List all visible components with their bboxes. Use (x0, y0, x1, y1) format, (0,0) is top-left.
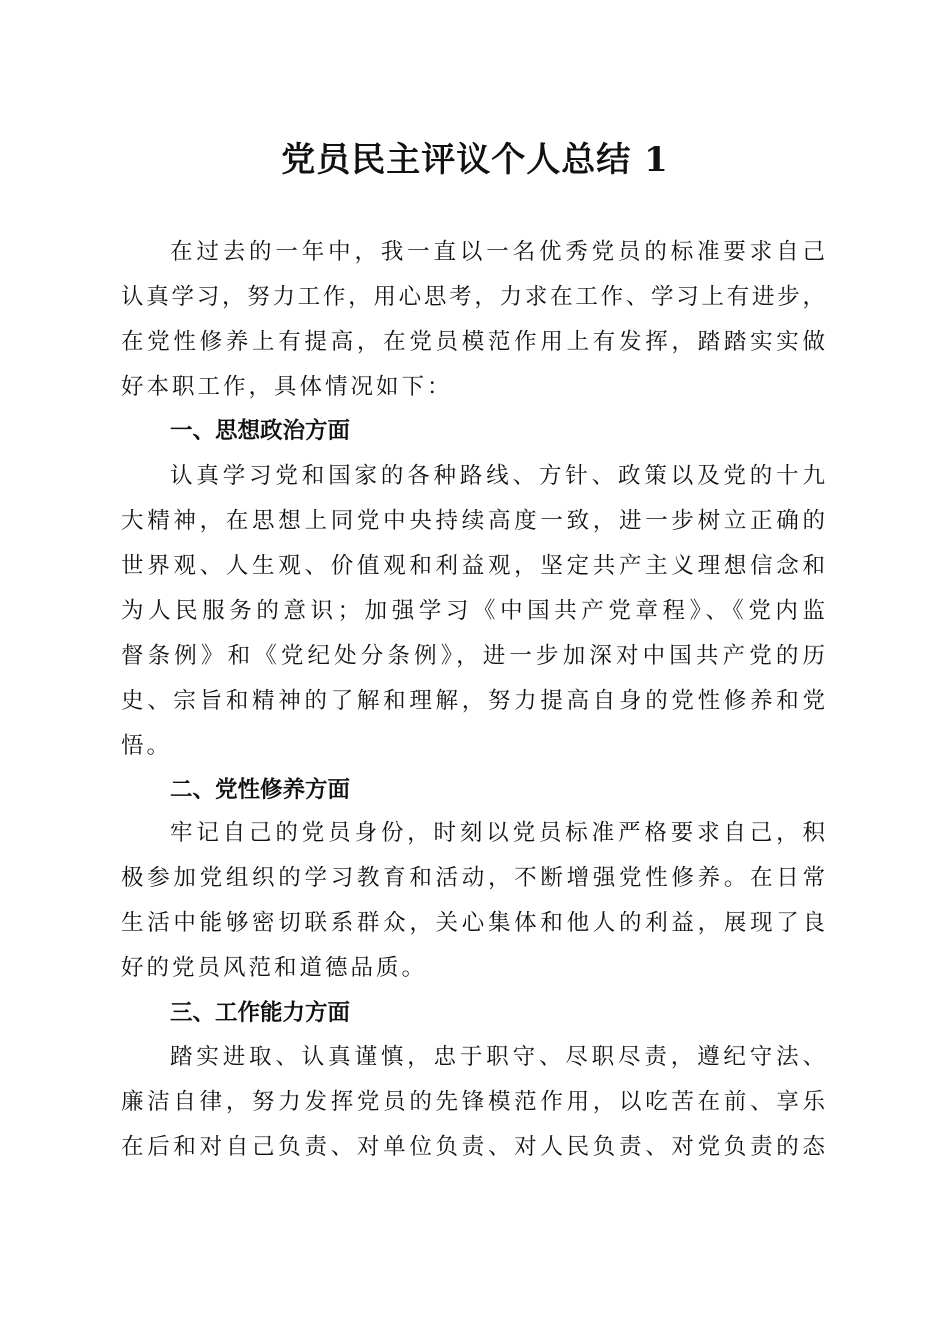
paragraph-line: 世界观、人生观、价值观和利益观，坚定共产主义理想信念和 (121, 553, 825, 579)
paragraph-line: 在后和对自己负责、对单位负责、对人民负责、对党负责的态 (121, 1134, 825, 1160)
paragraph-line: 悟。 (121, 733, 173, 759)
page-title: 党员民主评议个人总结 1 (281, 140, 669, 180)
paragraph-line: 为人民服务的意识；加强学习《中国共产党章程》、《党内监 (121, 598, 825, 624)
paragraph-line: 好本职工作，具体情况如下： (121, 374, 453, 400)
section-heading-party-spirit: 二、党性修养方面 (170, 777, 351, 803)
paragraph-line: 大精神，在思想上同党中央持续高度一致，进一步树立正确的 (121, 508, 825, 534)
paragraph-line: 认真学习，努力工作，用心思考，力求在工作、学习上有进步， (121, 284, 825, 310)
paragraph-line: 极参加党组织的学习教育和活动，不断增强党性修养。在日常 (121, 865, 825, 891)
paragraph-line: 生活中能够密切联系群众，关心集体和他人的利益，展现了良 (121, 910, 825, 936)
paragraph-line: 认真学习党和国家的各种路线、方针、政策以及党的十九 (170, 463, 825, 489)
paragraph-line: 好的党员风范和道德品质。 (121, 955, 428, 981)
section-heading-ideology: 一、思想政治方面 (170, 418, 351, 444)
paragraph-line: 督条例》和《党纪处分条例》，进一步加深对中国共产党的历 (121, 643, 825, 669)
paragraph-line: 在过去的一年中，我一直以一名优秀党员的标准要求自己 (170, 239, 825, 265)
paragraph-line: 牢记自己的党员身份，时刻以党员标准严格要求自己，积 (170, 820, 825, 846)
paragraph-line: 廉洁自律，努力发挥党员的先锋模范作用，以吃苦在前、享乐 (121, 1089, 825, 1115)
paragraph-line: 在党性修养上有提高，在党员模范作用上有发挥，踏踏实实做 (121, 329, 825, 355)
paragraph-line: 史、宗旨和精神的了解和理解，努力提高自身的党性修养和党 (121, 688, 825, 714)
section-heading-work-ability: 三、工作能力方面 (170, 1000, 351, 1026)
paragraph-line: 踏实进取、认真谨慎，忠于职守、尽职尽责，遵纪守法、 (170, 1044, 825, 1070)
